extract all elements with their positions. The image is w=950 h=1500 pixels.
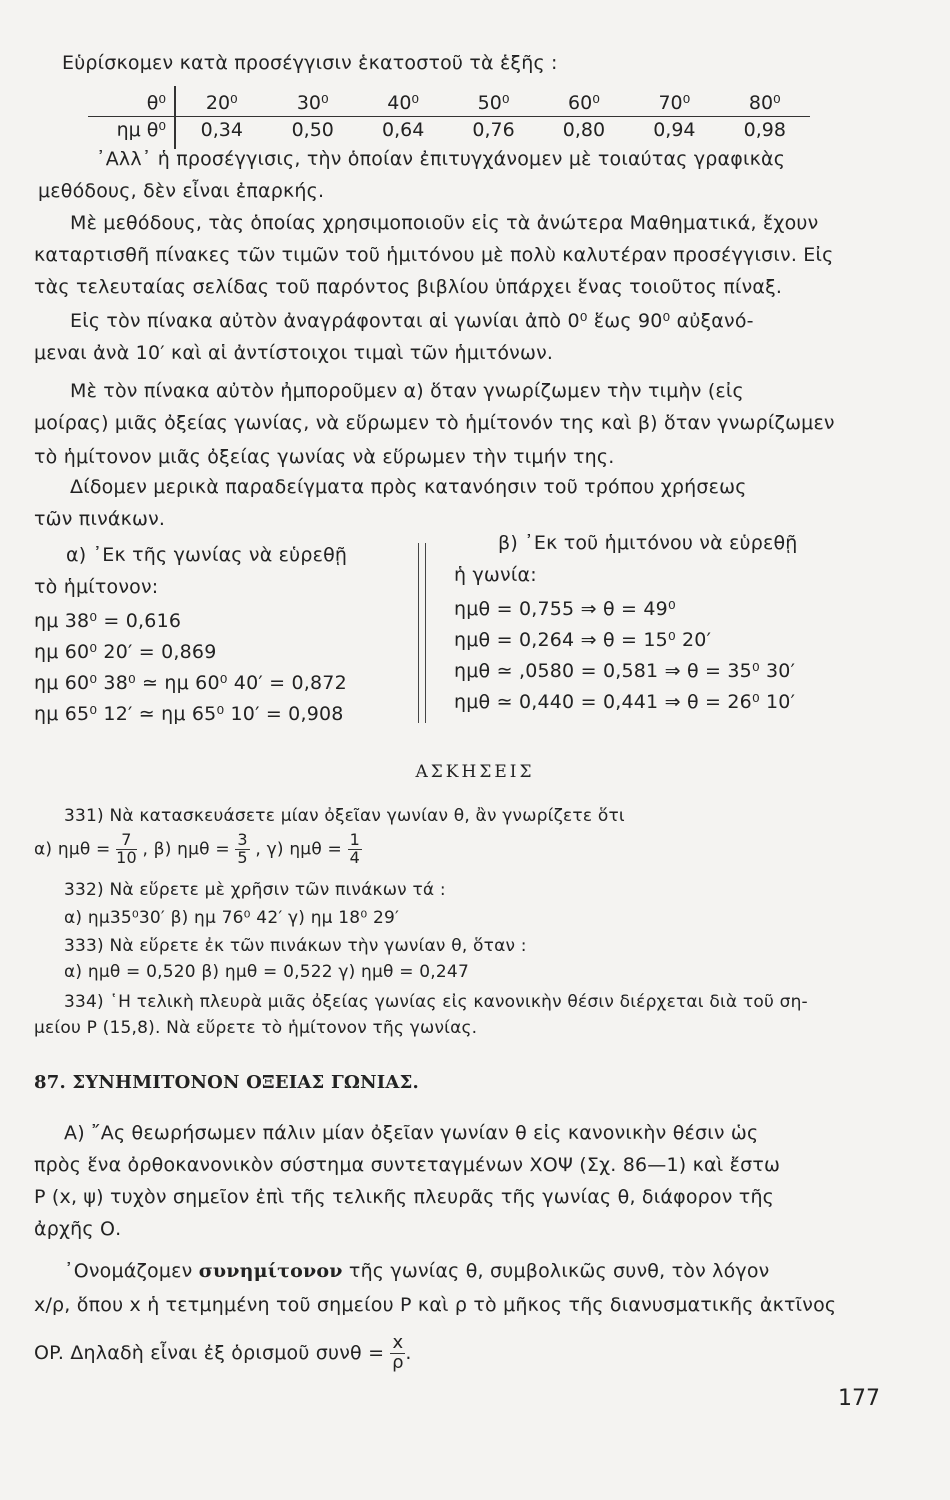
fraction-denominator: 4 [349,847,360,867]
exercise-item: α) ημθ = [34,839,111,860]
fraction-denominator: ρ [392,1351,404,1373]
section-heading [34,1072,419,1093]
definition-text: OP. Δηλαδὴ εἶναι ἐξ ὁρισμοῦ συνθ = [34,1341,385,1364]
section-number: 87. [34,1072,66,1093]
table-cell: 0,80 [562,119,606,141]
definition-line [64,1260,769,1282]
table-cell: 40⁰ [358,86,448,117]
paragraph-line: μεθόδους, δὲν εἶναι ἐπαρκής. [38,180,325,202]
definition-text: τῆς γωνίας θ, συμβολικῶς συνθ, τὸν λόγον [342,1260,770,1282]
exercise-333-items: α) ημθ = 0,520 β) ημθ = 0,522 γ) ημθ = 0,247 [64,962,469,982]
example-row: ημθ = 0,264 ⇒ θ = 15⁰ 20′ [454,629,712,651]
table-cell: 0,94 [653,119,696,141]
paragraph-line: τῶν πινάκων. [34,508,166,530]
fraction [390,1334,405,1373]
table-cell: 0,76 [472,119,515,141]
table-cell: 60⁰ [539,86,629,117]
paragraph-line: P (x, ψ) τυχὸν σημεῖον ἐπὶ τῆς τελικῆς πλευρᾶς τῆς γωνίας θ, διάφορον τῆς [34,1186,775,1208]
page-number: 177 [838,1386,880,1411]
paragraph-line: Μὲ τὸν πίνακα αὐτὸν ἠμποροῦμεν α) ὅταν γνωρίζωμεν τὴν τιμὴν (εἰς [70,380,744,402]
paragraph-line: ἀρχῆς Ο. [34,1218,122,1240]
exercise-331: 331) Νὰ κατασκευάσετε μίαν ὀξεῖαν γωνίαν θ, ἂν γνωρίζετε ὅτι [64,806,625,826]
column-divider [425,543,426,723]
fraction-denominator: 10 [116,847,137,867]
definition-formula-line [34,1334,412,1373]
defined-term: συνημίτονον [198,1260,343,1282]
exercise-332-items: α) ημ35⁰30′ β) ημ 76⁰ 42′ γ) ημ 18⁰ 29′ [64,908,400,928]
paragraph-line: τὸ ἡμίτονον μιᾶς ὀξείας γωνίας νὰ εὕρωμεν τὴν τιμήν της. [34,446,615,468]
paragraph-line: Μὲ μεθόδους, τὰς ὁποίας χρησιμοποιοῦν εἰς τὰ ἀνώτερα Μαθηματικά, ἔχουν [70,212,819,234]
table-cell: 70⁰ [629,86,719,117]
paragraph-line: μεναι ἀνὰ 10′ καὶ αἱ ἀντίστοιχοι τιμαὶ τῶν ἡμιτόνων. [34,342,554,364]
paragraph-line: μοίρας) μιᾶς ὀξείας γωνίας, νὰ εὕρωμεν τὸ ἡμίτονόν της καὶ β) ὅταν γνωρίζωμεν [34,412,835,434]
paragraph-line: τὰς τελευταίας σελίδας τοῦ παρόντος βιβλίου ὑπάρχει ἕνας τοιοῦτος πίναξ. [34,276,783,298]
paragraph-line: Δίδομεν μερικὰ παραδείγματα πρὸς κατανόησιν τοῦ τρόπου χρήσεως [70,476,747,498]
exercise-333: 333) Νὰ εὕρετε ἐκ τῶν πινάκων τὴν γωνίαν θ, ὅταν : [64,936,527,956]
table-row-label: θ⁰ [88,86,175,117]
table-cell: 0,50 [291,119,334,141]
table-cell: 0,34 [200,119,243,141]
table-row [88,86,810,117]
examples-right-heading: β) ᾿Εκ τοῦ ἡμιτόνου νὰ εὑρεθῇ [498,532,798,554]
exercise-331-items [34,832,362,867]
section-title: ΣΥΝΗΜΙΤΟΝΟΝ ΟΞΕΙΑΣ ΓΩΝΙΑΣ. [72,1072,419,1093]
exercise-332: 332) Νὰ εὕρετε μὲ χρῆσιν τῶν πινάκων τά : [64,880,446,900]
table-cell: 0,64 [381,119,425,141]
fraction [348,832,362,867]
exercise-334: 334) ῾Η τελικὴ πλευρὰ μιᾶς ὀξείας γωνίας εἰς κανονικὴν θέσιν διέρχεται διὰ τοῦ ση- [64,992,808,1012]
examples-left-heading: α) ᾿Εκ τῆς γωνίας νὰ εὑρεθῇ [66,544,348,566]
table-cell: 0,98 [743,119,786,141]
exercise-item: , β) ημθ = [142,839,230,860]
example-row: ημθ ≃ 0,440 = 0,441 ⇒ θ = 26⁰ 10′ [454,691,796,713]
table-row-label: ημ θ⁰ [88,117,175,150]
example-row: ημθ ≃ ,0580 = 0,581 ⇒ θ = 35⁰ 30′ [454,660,796,682]
fraction-numerator: 1 [349,830,360,849]
paragraph-line: Εἰς τὸν πίνακα αὐτὸν ἀναγράφονται αἱ γωνίαι ἀπὸ 0⁰ ἕως 90⁰ αὐξανό- [70,310,754,332]
example-row: ημ 60⁰ 20′ = 0,869 [34,641,217,663]
examples-left-heading: τὸ ἡμίτονον: [34,576,159,598]
examples-right-heading: ἡ γωνία: [454,564,537,586]
fraction-denominator: 5 [237,847,248,867]
exercises-title: ΑΣΚΗΣΕΙΣ [415,762,535,782]
paragraph-line: x/ρ, ὅπου x ἡ τετμημένη τοῦ σημείου P καὶ ρ τὸ μῆκος τῆς διανυσματικῆς ἀκτῖνος [34,1294,837,1316]
fraction-numerator: 3 [237,830,248,849]
example-row: ημ 60⁰ 38⁰ ≃ ημ 60⁰ 40′ = 0,872 [34,672,347,694]
table-cell: 80⁰ [720,86,810,117]
definition-text: . [405,1341,412,1364]
paragraph-line: καταρτισθῆ πίνακες τῶν τιμῶν τοῦ ἡμιτόνου μὲ πολὺ καλυτέραν προσέγγισιν. Εἰς [34,244,834,266]
exercise-334: μείου P (15,8). Νὰ εὕρετε τὸ ἡμίτονον τῆς γωνίας. [34,1018,478,1038]
table-row [88,117,810,150]
table-cell: 30⁰ [268,86,358,117]
example-row: ημ 65⁰ 12′ ≃ ημ 65⁰ 10′ = 0,908 [34,703,344,725]
paragraph-line: πρὸς ἕνα ὀρθοκανονικὸν σύστημα συντεταγμένων ΧΟΨ (Σχ. 86—1) καὶ ἔστω [34,1154,781,1176]
fraction [116,832,137,867]
column-divider [418,543,419,723]
definition-text: ᾿Ονομάζομεν [64,1260,199,1282]
fraction-numerator: 7 [116,832,137,850]
intro-text: Εὑρίσκομεν κατὰ προσέγγισιν ἑκατοστοῦ τὰ ἑξῆς : [62,52,558,74]
example-row: ημθ = 0,755 ⇒ θ = 49⁰ [454,598,676,620]
example-row: ημ 38⁰ = 0,616 [34,610,182,632]
sine-table [88,86,810,149]
paragraph-line: Α) ῎Ας θεωρήσωμεν πάλιν μίαν ὀξεῖαν γωνίαν θ εἰς κανονικὴν θέσιν ὡς [64,1122,759,1144]
fraction-numerator: x [392,1332,404,1353]
table-cell: 50⁰ [448,86,538,117]
table-cell: 20⁰ [175,86,268,117]
exercise-item: , γ) ημθ = [255,839,342,860]
fraction [235,832,249,867]
paragraph-line: ᾿Αλλ᾿ ἡ προσέγγισις, τὴν ὁποίαν ἐπιτυγχάνομεν μὲ τοιαύτας γραφικὰς [96,148,786,170]
